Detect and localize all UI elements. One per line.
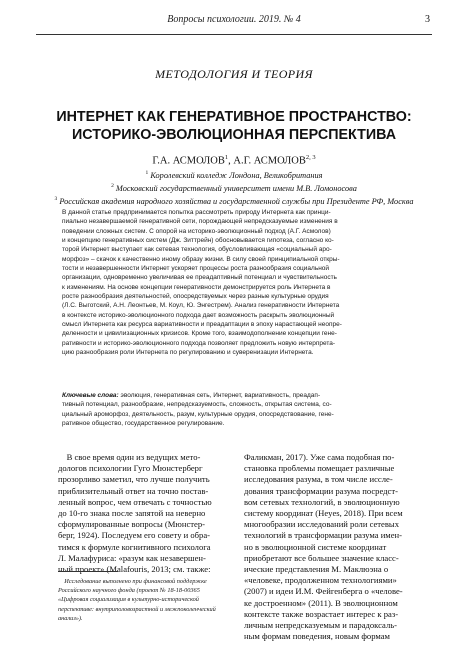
body-line: прозорливо заметил, что лучше получить — [58, 474, 210, 485]
body-line: сформулированные вопросы (Мюнстер- — [58, 519, 205, 530]
body-column-left — [58, 452, 228, 575]
body-line: систему координат (Heyes, 2018). При всем — [244, 508, 403, 519]
body-line: многообразии исследований роли сетевых — [244, 519, 400, 530]
abstract — [62, 208, 412, 358]
body-line: ке достроенном» (2011). В эволюционном — [244, 597, 398, 608]
abstract-line: росте разнообразия деятельностей, опосредствуемых через разные культурные орудия — [62, 293, 329, 301]
article-title — [30, 108, 438, 144]
footnote-line: Исследование выполнено при финансовой поддержке — [58, 578, 207, 585]
affiliation-mark: 2 — [111, 183, 114, 190]
body-line: контексте также возрастает интерес к раз- — [244, 608, 399, 619]
abstract-line: смысл Интернета как ресурса вариативности и преадаптации в эпоху нарастающей неопре- — [62, 321, 342, 329]
page-number: 3 — [425, 14, 430, 25]
body-line: тимся к формуле когнитивного психолога — [58, 541, 211, 552]
author-separator: , — [228, 155, 234, 167]
body-line: Л. Малафуриса: «разум как незавершен- — [58, 552, 206, 563]
header-rule — [36, 34, 432, 35]
body-line: технологий в трансформации разума имен- — [244, 530, 403, 541]
affiliation-mark: 3 — [54, 196, 58, 203]
abstract-line: В данной статье предпринимается попытка рассмотреть природу Интернета как принци- — [62, 209, 331, 216]
abstract-line: деленности и цивилизационных кризисов. Кроме того, взаимодополнение концепции гене- — [62, 330, 337, 338]
footnote-line: перспективе: внутриполовозрастной и межпоколенческий — [58, 605, 216, 613]
affiliation-line — [0, 194, 468, 207]
body-line: «человеке, продолженном технологиями» — [244, 575, 397, 586]
body-line: ические представления М. Маклюэна о — [244, 564, 389, 575]
footnote-line: «Цифровая социализация в культурно-исторической — [58, 596, 199, 604]
footnote — [58, 577, 230, 623]
author-affiliation-mark: 2, 3 — [305, 154, 316, 161]
abstract-line: (Л.С. Выготский, А.Н. Леонтьев, М. Коул, Ю. Энгестрем). Анализ генеративности Интернета — [62, 302, 340, 310]
body-line: приблизительный ответ на точно постав- — [58, 485, 209, 496]
abstract-line: морфоз» – скачок к качественно иному образу жизни. В силу своей принципиальной откры- — [62, 255, 340, 263]
abstract-line: в контексте историко-эволюционного подхода дает возможность раскрыть эволюционный — [62, 311, 335, 319]
body-line: до 10-го знака после запятой на неверно — [58, 508, 206, 519]
section-heading: МЕТОДОЛОГИЯ И ТЕОРИЯ — [155, 67, 313, 81]
abstract-line: торой Интернет выступает как сетевая технология, обусловливающая «социальный аро- — [62, 246, 332, 254]
author-list — [0, 154, 468, 167]
abstract-line: поведении сложных систем. С опорой на историко-эволюционный подход (А.Г. Асмолов) — [62, 227, 331, 235]
body-line: Фаликман, 2017). Уже сама подобная по- — [244, 452, 395, 462]
footnote-line: анализ»). — [58, 614, 83, 622]
body-line: личным непредсказуемым и парадоксаль- — [244, 620, 398, 631]
abstract-line: тости и незавершенности Интернет ускоряет процессы роста разнообразия социальной — [62, 265, 330, 273]
abstract-line: организации, одновременно увеличивая ее преадаптивный потенциал и чувствительность — [62, 274, 337, 282]
keywords-line: циальный ароморфоз, деятельность, разум, культурные орудия, опосредствование, гене- — [62, 410, 334, 418]
author-affiliation-mark: 1 — [224, 154, 229, 161]
title-line: ИНТЕРНЕТ КАК ГЕНЕРАТИВНОЕ ПРОСТРАНСТВО: — [56, 109, 412, 125]
body-line: приобретают все большее значение класс- — [244, 552, 399, 563]
affiliation-text: Московский государственный университет имени М.В. Ломоносова — [113, 183, 357, 193]
author-name: А.Г. АСМОЛОВ — [233, 155, 306, 167]
body-line: В свое время один из ведущих мето- — [58, 452, 201, 462]
body-column-right — [244, 452, 420, 642]
title-line: ИСТОРИКО-ЭВОЛЮЦИОННАЯ ПЕРСПЕКТИВА — [71, 127, 397, 143]
body-line: вом сетевых технологий, в эволюционную — [244, 496, 400, 507]
affiliation-mark: 1 — [145, 170, 149, 176]
abstract-line: ративности и историко-эволюционного подхода позволяет предложить новую интерпрета- — [62, 339, 336, 347]
keywords-line: ративное общество, государственное регулирование. — [62, 420, 225, 428]
footnote-rule — [58, 571, 118, 572]
body-line: дологов психологии Гуго Мюнстерберг — [58, 463, 203, 474]
body-line: ным формам поведения, новым формам — [244, 631, 390, 642]
keywords — [62, 391, 412, 428]
affiliation-text: Королевский колледж Лондона, Великобритания — [148, 170, 323, 180]
abstract-line: цию разнообразия роли Интернета по регулированию и суверенизации Интернета. — [62, 349, 314, 357]
body-line: становка проблемы помещает различные — [244, 463, 395, 474]
keywords-label: Ключевые слова: — [62, 392, 119, 399]
abstract-line: пиально незавершаемой генеративной сети, порождающей непредсказуемые изменения в — [62, 218, 338, 226]
body-line: но в эволюционной системе координат — [244, 541, 387, 552]
abstract-line: к изменениям. На основе концепции генеративности демонстрируется роль Интернета в — [62, 283, 331, 291]
affiliation-line — [0, 181, 468, 194]
affiliation-text: Российская академия народного хозяйства и государственной службы при Президенте РФ, Москва — [57, 197, 414, 207]
keywords-line — [62, 391, 412, 400]
body-line: ленный вопрос, чем отвечать с точностью — [58, 496, 212, 507]
affiliation-line — [0, 168, 468, 181]
running-head: Вопросы психологии. 2019. № 4 — [167, 14, 301, 25]
body-line: (2007) и идеи И.М. Фейгенберга о «челове- — [244, 586, 403, 597]
body-line: берг, 1924). Последуем его совету и обра- — [58, 530, 211, 541]
author-name: Г.А. АСМОЛОВ — [152, 155, 225, 167]
abstract-line: и концепцию генеративных систем (Дж. Зиттрейн) обосновывается гипотеза, согласно ко- — [62, 237, 334, 245]
keywords-text: эволюция, генеративная сеть, Интернет, вариативность, преадап- — [118, 392, 321, 399]
body-line: исследования разума, в том числе иссле- — [244, 474, 393, 485]
keywords-line: тивный потенциал, разнообразие, непредсказуемость, сложность, открытая система, со- — [62, 401, 332, 409]
footnote-line: Российского научного фонда (проект № 18-18-00365 — [58, 587, 200, 595]
body-line: дования трансформации разума посредст- — [244, 485, 398, 496]
affiliations — [0, 168, 468, 208]
body-line: ный проект» (Malafouris, 2013; см. также: — [58, 564, 211, 575]
